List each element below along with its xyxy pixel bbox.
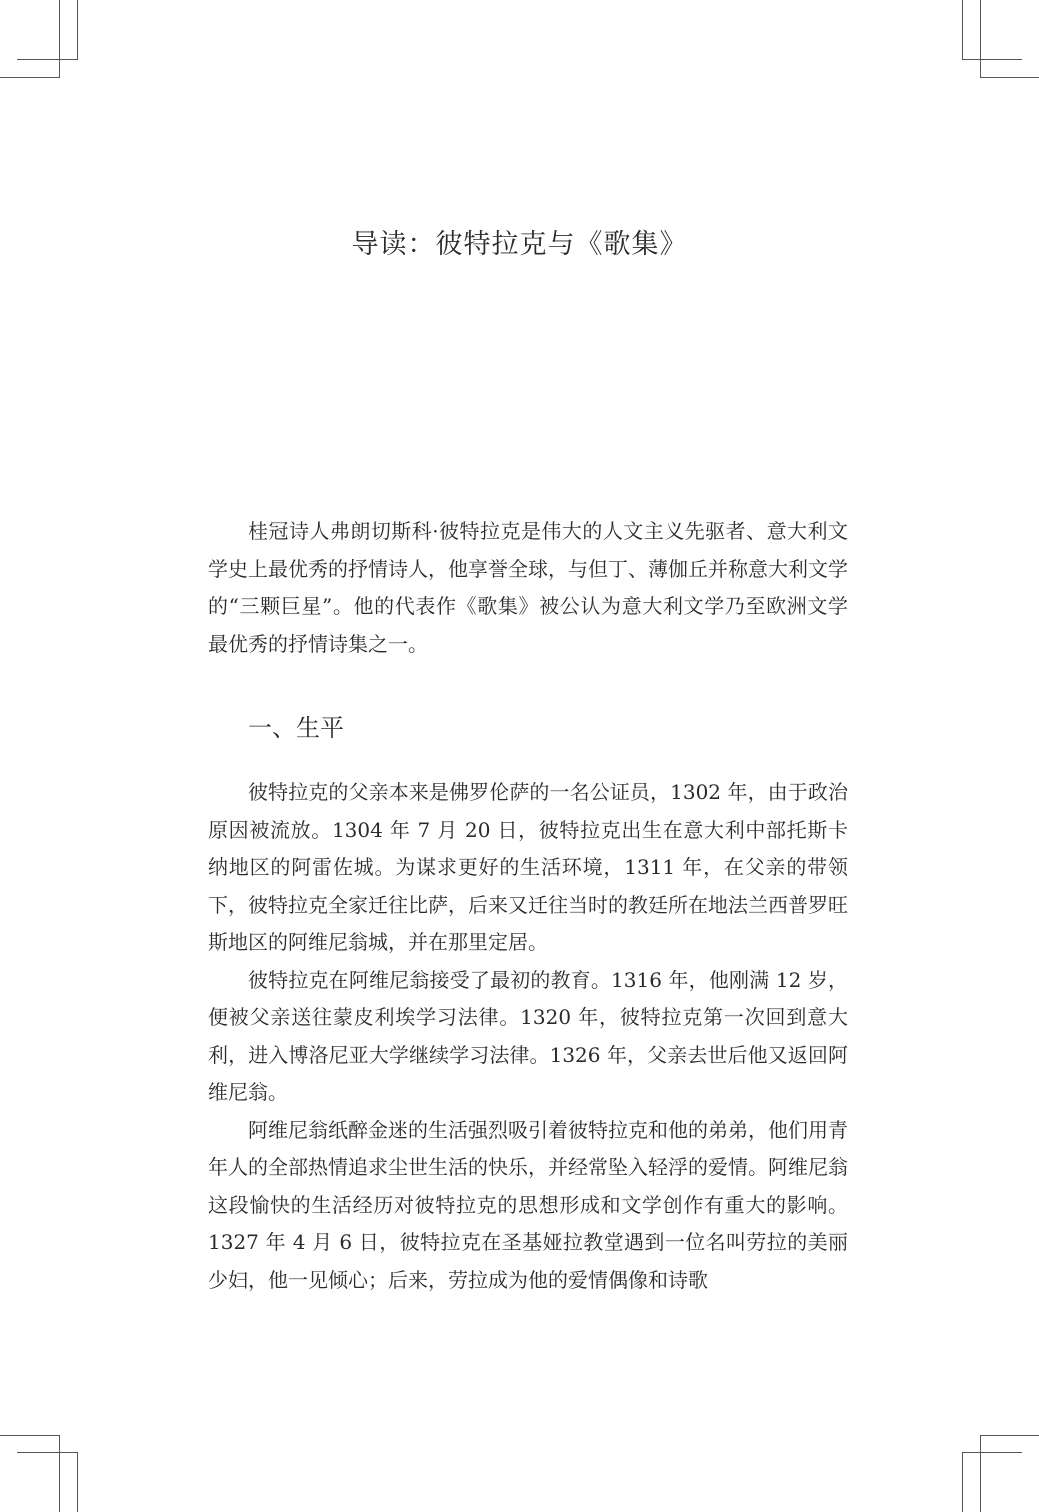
crop-mark-bottom-right-v2: [962, 1452, 963, 1512]
crop-mark-top-right-h: [962, 59, 1022, 60]
crop-mark-bottom-right-h: [962, 1452, 1022, 1453]
crop-mark-top-left-v: [59, 0, 60, 77]
intro-block: [208, 513, 848, 663]
section-body: [208, 774, 848, 1299]
crop-mark-bottom-right-h2: [980, 1435, 1039, 1436]
page-title: 导读：彼特拉克与《歌集》: [351, 229, 688, 260]
section-paragraph-3: 阿维尼翁纸醉金迷的生活强烈吸引着彼特拉克和他的弟弟，他们用青年人的全部热情追求尘世生活的快乐，并经常坠入轻浮的爱情。阿维尼翁这段愉快的生活经历对彼特拉克的思想形成和文学创作有重大的影响。1327 年 4 月 6 日，彼特拉克在圣基娅拉教堂遇到一位名叫劳拉的美丽少妇，他一见倾心；后来，劳拉成为他的爱情偶像和诗歌: [208, 1117, 848, 1292]
crop-mark-bottom-left-h: [17, 1452, 77, 1453]
crop-mark-top-left-h2: [0, 77, 60, 78]
crop-mark-bottom-left-v: [59, 1435, 60, 1512]
crop-mark-top-right-h2: [980, 77, 1039, 78]
crop-mark-top-right-v2: [962, 0, 963, 60]
crop-mark-bottom-left-h2: [0, 1435, 60, 1436]
crop-mark-bottom-right-v: [980, 1435, 981, 1512]
crop-mark-top-right-v: [980, 0, 981, 77]
crop-mark-top-left-v2: [77, 0, 78, 60]
section-paragraph-1: 彼特拉克的父亲本来是佛罗伦萨的一名公证员，1302 年，由于政治原因被流放。1304 年 7 月 20 日，彼特拉克出生在意大利中部托斯卡纳地区的阿雷佐城。为谋求更好的生活环境，1311 年，在父亲的带领下，彼特拉克全家迁往比萨，后来又迁往当时的教廷所在地法兰西普罗旺斯地区的阿维尼翁城，并在那里定居。: [208, 780, 848, 954]
crop-mark-bottom-left-v2: [77, 1452, 78, 1512]
crop-mark-top-left-h: [17, 59, 77, 60]
section-heading: 一、生平: [248, 714, 344, 742]
intro-paragraph: 桂冠诗人弗朗切斯科·彼特拉克是伟大的人文主义先驱者、意大利文学史上最优秀的抒情诗人，他享誉全球，与但丁、薄伽丘并称意大利文学的“三颗巨星”。他的代表作《歌集》被公认为意大利文学乃至欧洲文学最优秀的抒情诗集之一。: [208, 519, 848, 656]
section-paragraph-2: 彼特拉克在阿维尼翁接受了最初的教育。1316 年，他刚满 12 岁，便被父亲送往蒙皮利埃学习法律。1320 年，彼特拉克第一次回到意大利，进入博洛尼亚大学继续学习法律。1326 年，父亲去世后他又返回阿维尼翁。: [208, 967, 848, 1104]
